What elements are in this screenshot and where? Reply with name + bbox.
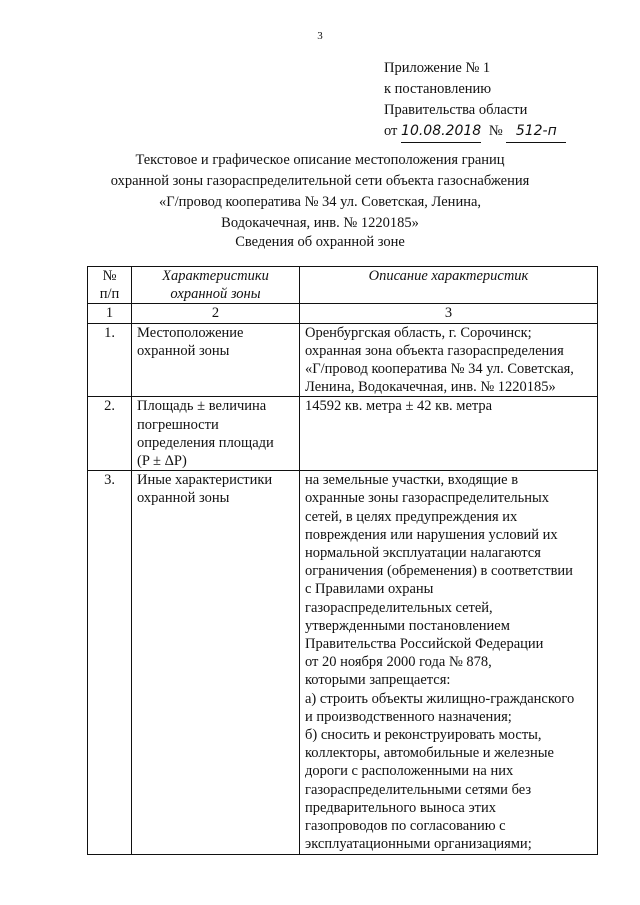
text-line: Ленина, Водокачечная, инв. № 1220185» <box>305 379 556 396</box>
row-description <box>300 397 598 471</box>
table-column-numbers-row <box>88 304 598 323</box>
appendix-line-1: Приложение № 1 <box>384 60 491 76</box>
title-line-2: охранной зоны газораспределительной сети объекта газоснабжения <box>110 173 530 189</box>
protection-zone-table <box>87 266 598 855</box>
text-line: утвержденными постановлением <box>305 617 510 634</box>
text-line: охранные зоны газораспределительных <box>305 490 550 507</box>
title-line-3: «Г/провод кооператива № 34 ул. Советская, Ленина, <box>158 194 482 210</box>
row-characteristic <box>132 397 300 471</box>
table-row <box>88 397 598 471</box>
column-number: 1 <box>88 304 132 323</box>
text-line: охранной зоны <box>137 342 230 359</box>
table-row <box>88 471 598 854</box>
text-line: на земельные участки, входящие в <box>305 472 519 489</box>
text-line: Правительства Российской Федерации <box>305 636 544 653</box>
row-description <box>300 323 598 397</box>
header-num <box>88 267 132 304</box>
header-description <box>300 267 598 304</box>
text-line: а) строить объекты жилищно-гражданского <box>305 690 575 707</box>
section-subtitle: Сведения об охранной зоне <box>235 234 405 250</box>
row-number: 1. <box>88 323 132 397</box>
text-line: которыми запрещается: <box>305 672 451 689</box>
text-line: погрешности <box>137 416 219 433</box>
date-prefix: от <box>384 123 398 139</box>
text-line: повреждения или нарушения условий их <box>305 526 558 543</box>
text-line: б) сносить и реконструировать мосты, <box>305 727 542 744</box>
text-line: охранная зона объекта газораспределения <box>305 342 564 359</box>
text-line: определения площади <box>137 434 274 451</box>
text-line: эксплуатационными организациями; <box>305 836 532 853</box>
table-header-row <box>88 267 598 304</box>
header-desc-line: Описание характеристик <box>368 268 529 284</box>
text-line: Площадь ± величина <box>137 398 267 415</box>
row-characteristic <box>132 471 300 854</box>
handwritten-number: 512-п <box>506 121 566 143</box>
text-line: коллекторы, автомобильные и железные <box>305 745 554 762</box>
header-num-line-1: № <box>102 268 117 284</box>
page-number: 3 <box>317 30 323 42</box>
row-description <box>300 471 598 854</box>
text-line: газораспределительными сетями без <box>305 781 532 798</box>
appendix-header <box>384 58 566 143</box>
text-line: предварительного выноса этих <box>305 799 497 816</box>
header-characteristics <box>132 267 300 304</box>
document-title <box>60 150 580 234</box>
text-line: и производственного назначения; <box>305 708 512 725</box>
text-line: газораспределительных сетей, <box>305 599 493 616</box>
row-characteristic <box>132 323 300 397</box>
text-line: сетей, в целях предупреждения их <box>305 508 518 525</box>
text-line: с Правилами охраны <box>305 581 434 598</box>
text-line: Оренбургская область, г. Сорочинск; <box>305 324 532 341</box>
appendix-line-3: Правительства области <box>384 102 528 118</box>
text-line: нормальной эксплуатации налагаются <box>305 545 541 562</box>
text-line: (P ± ΔP) <box>137 453 187 470</box>
text-line: Местоположение <box>137 324 244 341</box>
handwritten-date: 10.08.2018 <box>401 121 481 143</box>
text-line: ограничения (обременения) в соответствии <box>305 563 573 580</box>
header-char-line-1: Характеристики <box>162 268 269 284</box>
appendix-date-line <box>384 121 566 143</box>
text-line: охранной зоны <box>137 490 230 507</box>
text-line: от 20 ноября 2000 года № 878, <box>305 654 492 671</box>
text-line: 14592 кв. метра ± 42 кв. метра <box>305 398 493 415</box>
text-line: «Г/провод кооператива № 34 ул. Советская, <box>305 361 574 378</box>
text-line: дороги с расположенными на них <box>305 763 514 780</box>
table-row <box>88 323 598 397</box>
text-line: Иные характеристики <box>137 472 273 489</box>
header-char-line-2: охранной зоны <box>170 286 261 303</box>
column-number: 3 <box>300 304 598 323</box>
title-line-1: Текстовое и графическое описание местоположения границ <box>135 152 505 168</box>
column-number: 2 <box>132 304 300 323</box>
text-line: газопроводов по согласованию с <box>305 818 506 835</box>
number-prefix: № <box>488 123 503 139</box>
header-num-line-2: п/п <box>99 286 120 303</box>
row-number: 2. <box>88 397 132 471</box>
appendix-line-2: к постановлению <box>384 81 492 97</box>
title-line-4: Водокачечная, инв. № 1220185» <box>221 215 419 231</box>
row-number: 3. <box>88 471 132 854</box>
